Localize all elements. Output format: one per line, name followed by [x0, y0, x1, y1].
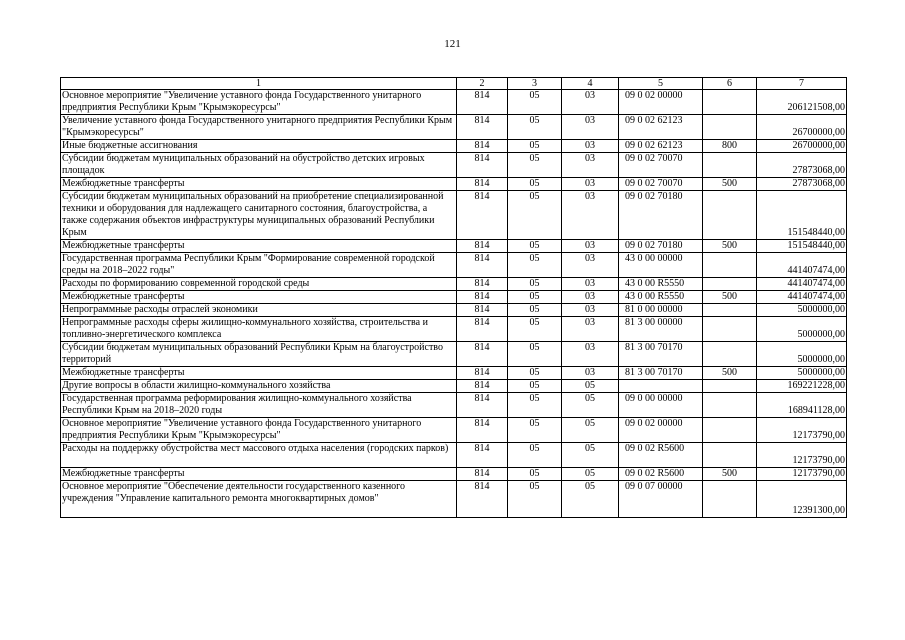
row-name-cell: Межбюджетные трансферты: [61, 240, 457, 253]
column-header: 3: [508, 78, 562, 90]
row-amount-cell: 5000000,00: [757, 342, 847, 367]
row-grbs-cell: 814: [457, 240, 508, 253]
row-subsection-cell: 03: [562, 278, 619, 291]
row-amount-cell: 5000000,00: [757, 317, 847, 342]
row-section-cell: 05: [508, 481, 562, 518]
row-expense-type-cell: [703, 153, 757, 178]
table-row: [61, 367, 847, 380]
row-expense-type-cell: [703, 90, 757, 115]
row-amount-cell: 12173790,00: [757, 418, 847, 443]
row-grbs-cell: 814: [457, 393, 508, 418]
row-subsection-cell: 03: [562, 342, 619, 367]
row-subsection-cell: 05: [562, 468, 619, 481]
row-section-cell: 05: [508, 253, 562, 278]
row-expense-type-cell: [703, 253, 757, 278]
table-row: [61, 90, 847, 115]
table-row: [61, 240, 847, 253]
row-grbs-cell: 814: [457, 115, 508, 140]
row-subsection-cell: 05: [562, 393, 619, 418]
row-expense-type-cell: [703, 191, 757, 240]
row-grbs-cell: 814: [457, 418, 508, 443]
row-subsection-cell: 03: [562, 240, 619, 253]
row-expense-type-cell: [703, 481, 757, 518]
row-target-code-cell: 81 3 00 70170: [619, 342, 703, 367]
row-subsection-cell: 03: [562, 115, 619, 140]
row-subsection-cell: 03: [562, 191, 619, 240]
table-row: [61, 342, 847, 367]
page-number: 121: [444, 38, 461, 50]
table-row: [61, 153, 847, 178]
row-amount-cell: 441407474,00: [757, 291, 847, 304]
row-expense-type-cell: 800: [703, 140, 757, 153]
row-subsection-cell: 03: [562, 153, 619, 178]
column-header: 4: [562, 78, 619, 90]
table-row: [61, 443, 847, 468]
table-row: [61, 418, 847, 443]
row-target-code-cell: 81 0 00 00000: [619, 304, 703, 317]
row-subsection-cell: 03: [562, 291, 619, 304]
table-row: [61, 291, 847, 304]
row-amount-cell: 27873068,00: [757, 153, 847, 178]
row-section-cell: 05: [508, 443, 562, 468]
row-target-code-cell: 09 0 02 R5600: [619, 443, 703, 468]
row-section-cell: 05: [508, 393, 562, 418]
row-name-cell: Расходы на поддержку обустройства мест массового отдыха населения (городских парков): [61, 443, 457, 468]
row-grbs-cell: 814: [457, 304, 508, 317]
row-expense-type-cell: 500: [703, 178, 757, 191]
row-amount-cell: 5000000,00: [757, 304, 847, 317]
row-grbs-cell: 814: [457, 342, 508, 367]
row-name-cell: Увеличение уставного фонда Государственного унитарного предприятия Республики Крым "Крымэкоресурсы": [61, 115, 457, 140]
row-grbs-cell: 814: [457, 380, 508, 393]
row-target-code-cell: 09 0 02 62123: [619, 115, 703, 140]
row-name-cell: Межбюджетные трансферты: [61, 367, 457, 380]
row-target-code-cell: 09 0 00 00000: [619, 393, 703, 418]
row-expense-type-cell: [703, 418, 757, 443]
row-amount-cell: 441407474,00: [757, 253, 847, 278]
table-row: [61, 140, 847, 153]
table-row: [61, 191, 847, 240]
table-row: [61, 178, 847, 191]
row-name-cell: Государственная программа Республики Крым "Формирование современной городской среды на 2018–2022 годы": [61, 253, 457, 278]
row-section-cell: 05: [508, 115, 562, 140]
row-expense-type-cell: 500: [703, 468, 757, 481]
row-target-code-cell: 81 3 00 70170: [619, 367, 703, 380]
row-name-cell: Межбюджетные трансферты: [61, 468, 457, 481]
row-name-cell: Расходы по формированию современной городской среды: [61, 278, 457, 291]
row-name-cell: Межбюджетные трансферты: [61, 178, 457, 191]
row-expense-type-cell: 500: [703, 291, 757, 304]
row-subsection-cell: 03: [562, 178, 619, 191]
row-section-cell: 05: [508, 304, 562, 317]
row-target-code-cell: [619, 380, 703, 393]
row-subsection-cell: 03: [562, 90, 619, 115]
row-amount-cell: 27873068,00: [757, 178, 847, 191]
row-section-cell: 05: [508, 178, 562, 191]
column-header: 5: [619, 78, 703, 90]
row-name-cell: Непрограммные расходы сферы жилищно-коммунального хозяйства, строительства и топливно-энергетического комплекса: [61, 317, 457, 342]
row-expense-type-cell: [703, 304, 757, 317]
row-section-cell: 05: [508, 418, 562, 443]
row-grbs-cell: 814: [457, 291, 508, 304]
row-subsection-cell: 03: [562, 253, 619, 278]
row-name-cell: Основное мероприятие "Увеличение уставного фонда Государственного унитарного предприятия Республики Крым "Крымэкоресурсы": [61, 90, 457, 115]
row-target-code-cell: 43 0 00 R5550: [619, 278, 703, 291]
row-grbs-cell: 814: [457, 191, 508, 240]
row-name-cell: Субсидии бюджетам муниципальных образований на приобретение специализированной техники и оборудования для надлежащего санитарного состояния, благоустройства, а также содержания объектов инфраструктуры муниципальных образований Республики Крым: [61, 191, 457, 240]
table-row: [61, 253, 847, 278]
row-expense-type-cell: [703, 393, 757, 418]
column-header: 2: [457, 78, 508, 90]
row-grbs-cell: 814: [457, 443, 508, 468]
row-name-cell: Основное мероприятие "Увеличение уставного фонда Государственного унитарного предприятия Республики Крым "Крымэкоресурсы": [61, 418, 457, 443]
table-row: [61, 380, 847, 393]
row-target-code-cell: 09 0 02 70070: [619, 178, 703, 191]
row-expense-type-cell: [703, 278, 757, 291]
row-target-code-cell: 09 0 02 70070: [619, 153, 703, 178]
row-expense-type-cell: 500: [703, 240, 757, 253]
row-expense-type-cell: [703, 317, 757, 342]
row-name-cell: Государственная программа реформирования жилищно-коммунального хозяйства Республики Крым на 2018–2020 годы: [61, 393, 457, 418]
row-section-cell: 05: [508, 380, 562, 393]
row-grbs-cell: 814: [457, 90, 508, 115]
row-section-cell: 05: [508, 90, 562, 115]
row-section-cell: 05: [508, 342, 562, 367]
column-header: 1: [61, 78, 457, 90]
row-expense-type-cell: [703, 380, 757, 393]
table-row: [61, 317, 847, 342]
row-expense-type-cell: [703, 443, 757, 468]
row-expense-type-cell: [703, 342, 757, 367]
row-amount-cell: 151548440,00: [757, 240, 847, 253]
row-section-cell: 05: [508, 367, 562, 380]
row-target-code-cell: 09 0 02 70180: [619, 191, 703, 240]
row-subsection-cell: 05: [562, 418, 619, 443]
row-section-cell: 05: [508, 278, 562, 291]
row-grbs-cell: 814: [457, 481, 508, 518]
row-subsection-cell: 05: [562, 443, 619, 468]
row-name-cell: Другие вопросы в области жилищно-коммунального хозяйства: [61, 380, 457, 393]
column-header: 7: [757, 78, 847, 90]
row-name-cell: Непрограммные расходы отраслей экономики: [61, 304, 457, 317]
table-body: [61, 78, 847, 518]
row-amount-cell: 441407474,00: [757, 278, 847, 291]
row-expense-type-cell: 500: [703, 367, 757, 380]
row-section-cell: 05: [508, 317, 562, 342]
table-row: [61, 393, 847, 418]
row-name-cell: Иные бюджетные ассигнования: [61, 140, 457, 153]
row-amount-cell: 151548440,00: [757, 191, 847, 240]
row-section-cell: 05: [508, 191, 562, 240]
row-amount-cell: 26700000,00: [757, 140, 847, 153]
row-name-cell: Субсидии бюджетам муниципальных образований Республики Крым на благоустройство территорий: [61, 342, 457, 367]
row-grbs-cell: 814: [457, 140, 508, 153]
row-grbs-cell: 814: [457, 317, 508, 342]
row-target-code-cell: 43 0 00 R5550: [619, 291, 703, 304]
row-amount-cell: 206121508,00: [757, 90, 847, 115]
row-name-cell: Субсидии бюджетам муниципальных образований на обустройство детских игровых площадок: [61, 153, 457, 178]
row-grbs-cell: 814: [457, 253, 508, 278]
row-expense-type-cell: [703, 115, 757, 140]
row-name-cell: Основное мероприятие "Обеспечение деятельности государственного казенного учреждения "Управление капитального ремонта многоквартирных домов": [61, 481, 457, 518]
row-target-code-cell: 09 0 02 00000: [619, 418, 703, 443]
row-subsection-cell: 03: [562, 140, 619, 153]
row-section-cell: 05: [508, 240, 562, 253]
row-target-code-cell: 43 0 00 00000: [619, 253, 703, 278]
table-row: [61, 481, 847, 518]
row-section-cell: 05: [508, 140, 562, 153]
row-amount-cell: 12173790,00: [757, 468, 847, 481]
table-row: [61, 468, 847, 481]
row-target-code-cell: 09 0 07 00000: [619, 481, 703, 518]
row-subsection-cell: 03: [562, 367, 619, 380]
row-grbs-cell: 814: [457, 278, 508, 291]
row-target-code-cell: 81 3 00 00000: [619, 317, 703, 342]
row-target-code-cell: 09 0 02 R5600: [619, 468, 703, 481]
row-name-cell: Межбюджетные трансферты: [61, 291, 457, 304]
row-grbs-cell: 814: [457, 367, 508, 380]
row-amount-cell: 26700000,00: [757, 115, 847, 140]
row-amount-cell: 12173790,00: [757, 443, 847, 468]
budget-table: [60, 77, 847, 518]
row-amount-cell: 169221228,00: [757, 380, 847, 393]
table-header-row: [61, 78, 847, 90]
row-section-cell: 05: [508, 153, 562, 178]
table-row: [61, 278, 847, 291]
row-grbs-cell: 814: [457, 468, 508, 481]
column-header: 6: [703, 78, 757, 90]
row-target-code-cell: 09 0 02 00000: [619, 90, 703, 115]
row-subsection-cell: 03: [562, 317, 619, 342]
row-grbs-cell: 814: [457, 153, 508, 178]
row-grbs-cell: 814: [457, 178, 508, 191]
row-subsection-cell: 05: [562, 481, 619, 518]
table-row: [61, 304, 847, 317]
row-target-code-cell: 09 0 02 62123: [619, 140, 703, 153]
table-row: [61, 115, 847, 140]
row-section-cell: 05: [508, 291, 562, 304]
row-target-code-cell: 09 0 02 70180: [619, 240, 703, 253]
row-amount-cell: 12391300,00: [757, 481, 847, 518]
row-amount-cell: 5000000,00: [757, 367, 847, 380]
row-subsection-cell: 03: [562, 304, 619, 317]
row-section-cell: 05: [508, 468, 562, 481]
row-amount-cell: 168941128,00: [757, 393, 847, 418]
row-subsection-cell: 05: [562, 380, 619, 393]
